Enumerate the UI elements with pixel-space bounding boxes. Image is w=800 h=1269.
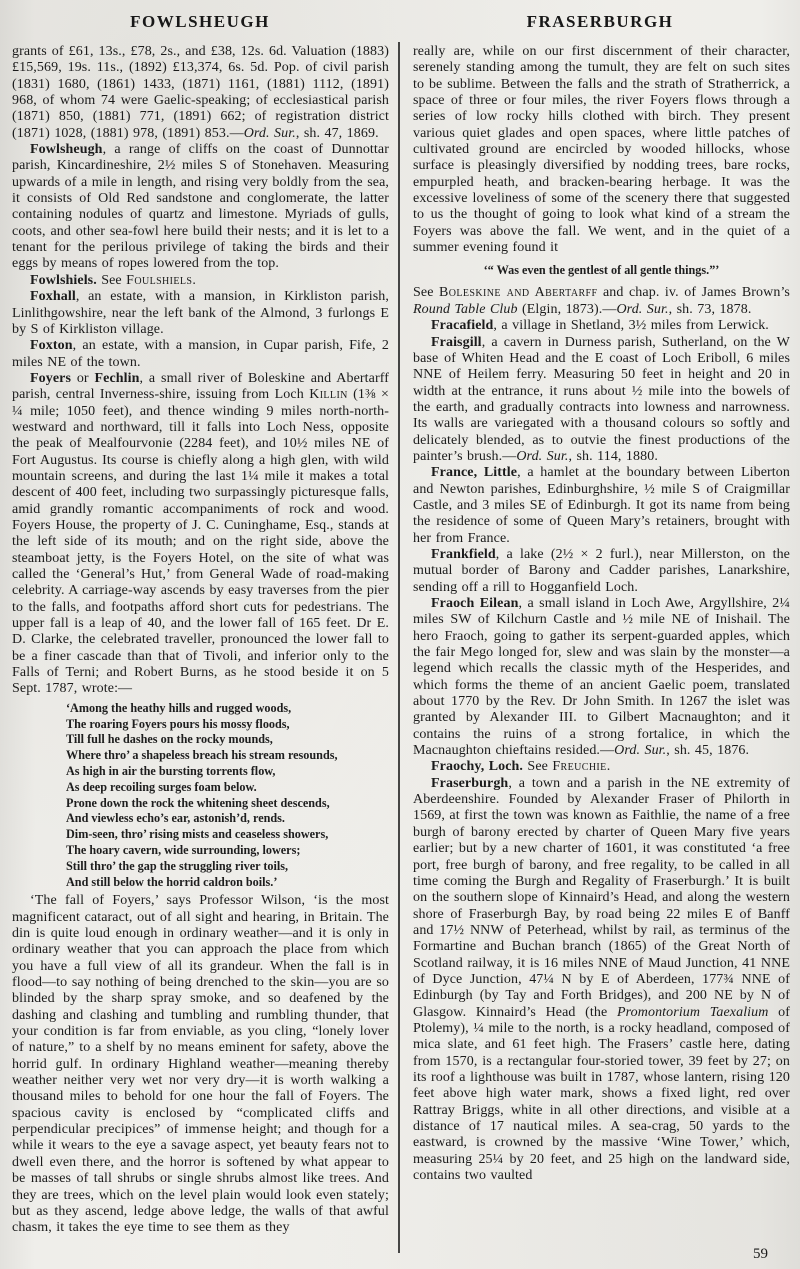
text-segment: , a range of cliffs on the coast of Dunnottar parish, Kincardineshire, 2½ miles S of Stonehaven. Measuring upwards of a mile in length, and rising very boldly from the sea, it consists of Old Red sandstone and conglomerate, the latter containing nodules of quartz and limestone. Myriads of gulls, coots, and other sea-fowl here build their nests; and it is let to a tenant for the perilous privilege of taking the birds and their eggs by means of ropes lowered from the top. [12,142,389,272]
text-segment: , sh. 45, 1876. [666,743,750,759]
entry-paragraph [413,759,790,775]
text-segment: See [96,272,127,288]
text-segment: Killin [309,387,348,403]
text-segment: , sh. 114, 1880. [568,448,658,464]
text-segment: of Ptolemy), ¼ mile to the north, is a rocky headland, composed of mica slate, and 61 feet high. The Frasers’ castle here, dating from 1570, is a rectangular four-storied tower, 39 feet by 27; on its roof a lighthouse was built in 1787, whose lantern, rising 120 feet above high water mark, shows a fixed light, red over Rattray Briggs, white in all other directions, and visible at a distance of 17 nautical miles. A sea-crag, 50 yards to the eastward, is crowned by the massive ‘Wine Tower,’ which, measuring 25¼ by 20 feet, and 25 high on the landward side, contains two vaulted [413,1004,790,1184]
entry-name: Foxhall [30,289,76,305]
text-segment: really are, while on our first discernment of their character, serenely standing among the tumult, they are felt on such sites to be sublime. Between the falls and the strath of Stratherrick, a space of three or four miles, the river Foyers flows through a series of low rocky hills clothed with birch. They present various quiet glades and open spaces, where little patches of cultivated ground are encircled by wooded hillocks, whose surface is pleasingly diversified by nodding trees, bare rocks, empurpled heath, and bracken-bearing herbage. It was the excessive loveliness of some of the scenery there that suggested to us the thought of going to look what kind of a stream the Foyers was above the fall. We went, and in the quiet of a summer evening found it [413,44,790,256]
entry-name: Fraochy, Loch. [431,759,524,775]
entry-paragraph [413,318,790,334]
entry-name: Foyers [30,370,72,386]
text-segment: Ord. Sur. [614,743,667,759]
entry-paragraph [12,338,389,371]
text-segment: , a town and a parish in the NE extremity of Aberdeenshire. Founded by Alexander Fraser of Philorth in 1569, at first the town was known as Faithlie, the name of a free burgh of barony erected by charter of Queen Mary five years earlier; but by a new charter of 1601, it was constituted ‘a free port, free burgh of barony, and free regality, to be called in all time coming the Burgh and Regality of Fraserburgh.’ It is built on the southern slope of Kinnaird’s Head, and along the western shore of Fraserburgh Bay, by road being 22 miles E of Banff and 17½ NNW of Peterhead, whilst by rail, as terminus of the Formartine and Buchan branch (1865) of the Great North of Scotland railway, it is 16 miles NNE of Maud Junction, 41 NNE of Dyce Junction, 47¼ N by E of Aberdeen, 177¾ NNE of Edinburgh (by Tay and Forth Bridges), and 200 NE by N of Glasgow. Kinnaird’s Head (the [413,775,790,1020]
left-column-text [12,44,389,1255]
text-segment: . [192,272,196,288]
entry-name: Fowlshiels. [30,272,97,288]
entry-name: Fraserburgh [431,775,509,791]
poem-line: The hoary cavern, wide surrounding, lowers; [66,842,301,857]
entry-paragraph [12,44,389,142]
entry-name: Fraisgill [431,334,482,350]
poem-line: Still thro’ the gap the struggling river toils, [66,858,289,873]
left-running-head: FOWLSHEUGH [130,12,270,31]
text-segment: (Elgin, 1873).— [517,301,617,317]
entry-paragraph [12,289,389,338]
text-segment: , a cavern in Durness parish, Sutherland, on the W base of Whiten Head and the E coast of Loch Eriboll, 6 miles NNE of Heilem ferry. Measuring 50 feet in height and 20 in width at the entrance, it runs about ½ mile into the bowels of the earth, and gradually contracts into lowness and narrowness. Its walls are variegated with a thousand colours so softly and delicately blended, as to outvie the finest productions of the painter’s brush.— [413,334,790,464]
text-segment: ‘The fall of Foyers,’ says Professor Wilson, ‘is the most magnificent cataract, out of all sight and hearing, in Britain. The din is quite loud enough in ordinary weather—and it is only in ordinary weather that you can approach the place from which you have a full view of all its grandeur. When the fall is in flood—to say nothing of being drenched to the skin—you are so blinded by the sharp spray smoke, and so deafened by the dashing and clashing and tumbling and rumbling thunder, that your condition is far from enviable, as you cling, “lonely lover of nature,” to a shelf by no means eminent for safety, above the horrid gulf. In ordinary Highland weather—meaning thereby weather neither very wet nor very dry—it is worth walking a thousand miles to behold for one hour the fall of Foyers. The spacious cavity is enclosed by “complicated cliffs and perpendicular precipices” of immense height; and though for a while it wears to the eye a savage aspect, yet beauty fears not to dwell even there, and the horror is softened by what appear to be masses of tall shrubs or single shrubs almost like trees. And they are trees, which on the level plain would look even stately; but as they ascend, ledge above ledge, the walls of that awful chasm, it takes the eye time to see them as they [12,893,389,1236]
entry-paragraph [12,371,389,698]
text-segment: , a small river of Boleskine and Abertarff parish, central Inverness-shire, issuing from Loch [12,370,389,403]
text-segment: Boleskine and Abertarff [439,285,598,301]
centered-quotation: ‘“ Was even the gentlest of all gentle things.”’ [483,263,720,278]
text-segment: See [413,285,440,301]
text-segment: Round Table Club [413,301,518,317]
poem-line: Till full he dashes on the rocky mounds, [66,732,273,747]
running-heads [0,12,800,32]
text-segment: (1⅜ × ¼ mile; 1050 feet), and thence winding 9 miles north-north-westward and northward, till it falls into Loch Ness, opposite the peak of Mealfourvonie (2284 feet), and 10½ miles NE of Fort Augustus. Its course is chiefly along a high glen, with wild mountain screens, and during the last 1¼ mile it makes a total descent of 400 feet, including two surpassingly picturesque falls, amid grandly romantic accompaniments of rock and wood. Foyers House, the property of J. C. Cuninghame, Esq., stands at the left side of its mouth; and on the right side, above the steamboat jetty, is the Foyers Hotel, on the site of what was called the ‘General’s Hut,’ from General Wade of road-making celebrity. A carriage-way ascends by easy traverses from the pier to the falls, and footpaths afford short cuts for pedestrians. The upper fall is a leap of 40, and the lower fall of 165 feet. Dr E. D. Clarke, the celebrated traveller, pronounced the lower fall to be a finer cascade than that of Tivoli, and inferior only to the Falls of Terni; and Robert Burns, as he stood beside it on 5 Sept. 1787, wrote:— [12,387,389,697]
text-segment: , sh. 73, 1878. [668,301,752,317]
text-segment: . [606,759,611,775]
poem-line: ‘Among the heathy hills and rugged woods, [66,700,292,715]
text-segment: , a lake (2½ × 2 furl.), near Millerston, on the mutual border of Barony and Cadder parishes, Lanarkshire, sending off a rill to Hogganfield Loch. [413,546,790,595]
text-segment: grants of £61, 13s., £78, 2s., and £38, 12s. 6d. Valuation (1883) £15,569, 19s. 11s., (1892) £13,374, 6s. 5d. Pop. of civil parish (1831) 1680, (1861) 1433, (1871) 1161, (1881) 1112, (1891) 968, of whom 74 were Gaelic-speaking; of ecclesiastical parish (1871) 850, (1881) 771, (1891) 662; of registration district (1871) 1028, (1881) 978, (1891) 853.— [12,44,389,141]
text-segment: Ord. Sur. [516,448,569,464]
entry-paragraph [413,596,790,759]
text-segment: , a hamlet at the boundary between Liberton and Newton parishes, Edinburghshire, ½ mile S of Craigmillar Castle, and 3 miles SE of Edinburgh. It got its name from being the residence of some of Queen Mary’s retainers, brought with her from France. [413,465,790,546]
text-segment: and chap. iv. of James Brown’s [597,285,790,301]
poem-line: Dim-seen, thro’ rising mists and ceaseless showers, [66,827,329,842]
poem-line: The roaring Foyers pours his mossy floods, [66,716,290,731]
poem-line: Where thro’ a shapeless breach his stream resounds, [66,748,338,763]
entry-name: Fracafield [431,318,494,334]
right-column-text [413,44,790,1255]
poem-line: And still below the horrid caldron boils.’ [66,874,278,889]
entry-paragraph [12,142,389,273]
entry-paragraph [413,547,790,596]
entry-name: Fowlsheugh [30,142,103,158]
poem-line: As high in air the bursting torrents flow, [66,763,276,778]
text-segment: , sh. 47, 1869. [295,125,379,141]
poem-line: And viewless echo’s ear, astonish’d, rends. [66,811,285,826]
text-segment: or [71,370,95,386]
entry-name: France, Little [431,465,518,481]
entry-paragraph [413,44,790,256]
entry-paragraph [413,465,790,547]
entry-name: Foxton [30,338,73,354]
page-number: 59 [753,1246,768,1262]
text-segment: , a village in Shetland, 3½ miles from Lerwick. [493,318,769,334]
text-segment: , an estate, with a mansion, in Cupar parish, Fife, 2 miles NE of the town. [12,338,389,370]
entry-name: Frankfield [431,546,496,562]
entry-paragraph [413,285,790,318]
entry-name: Fechlin [94,370,140,386]
text-segment: Freuchie [552,759,607,775]
text-segment: Foulshiels [126,272,193,288]
text-segment: Ord. Sur. [243,125,296,141]
text-segment: , a small island in Loch Awe, Argyllshire, 2¼ miles SW of Kilchurn Castle and ½ mile NE of Inishail. The hero Fraoch, going to gather its serpent-guarded apples, which the fair Mego longed for, slew and was slain by the monster—a legend which recalls the classic myth of the Hesperides, and which forms the theme of an ancient Gaelic poem, translated about 1770 by the Rev. Dr John Smith. In 1267 the islet was granted by Alexander III. to Gilbert Macnaughton; and it contains the ruins of a strong fortalice, in which the Macnaughton chieftains resided.— [413,596,790,759]
entry-paragraph [413,335,790,466]
right-running-head: FRASERBURGH [526,12,674,31]
text-segment: Ord. Sur. [616,301,669,317]
poem-line: As deep recoiling surges foam below. [66,779,257,794]
text-segment: , an estate, with a mansion, in Kirkliston parish, Linlithgowshire, near the left bank of the Almond, 3 furlongs E by S of Kirkliston village. [12,289,389,337]
poem-line: Prone down the rock the whitening sheet descends, [66,795,330,810]
entry-paragraph [12,893,389,1236]
entry-paragraph [413,776,790,1185]
text-segment: See [523,759,553,775]
entry-name: Fraoch Eilean [431,596,519,611]
poem-block [66,701,389,891]
text-segment: Promontorium Taexalium [616,1004,769,1020]
entry-paragraph [12,273,389,289]
text-columns [12,44,790,1255]
